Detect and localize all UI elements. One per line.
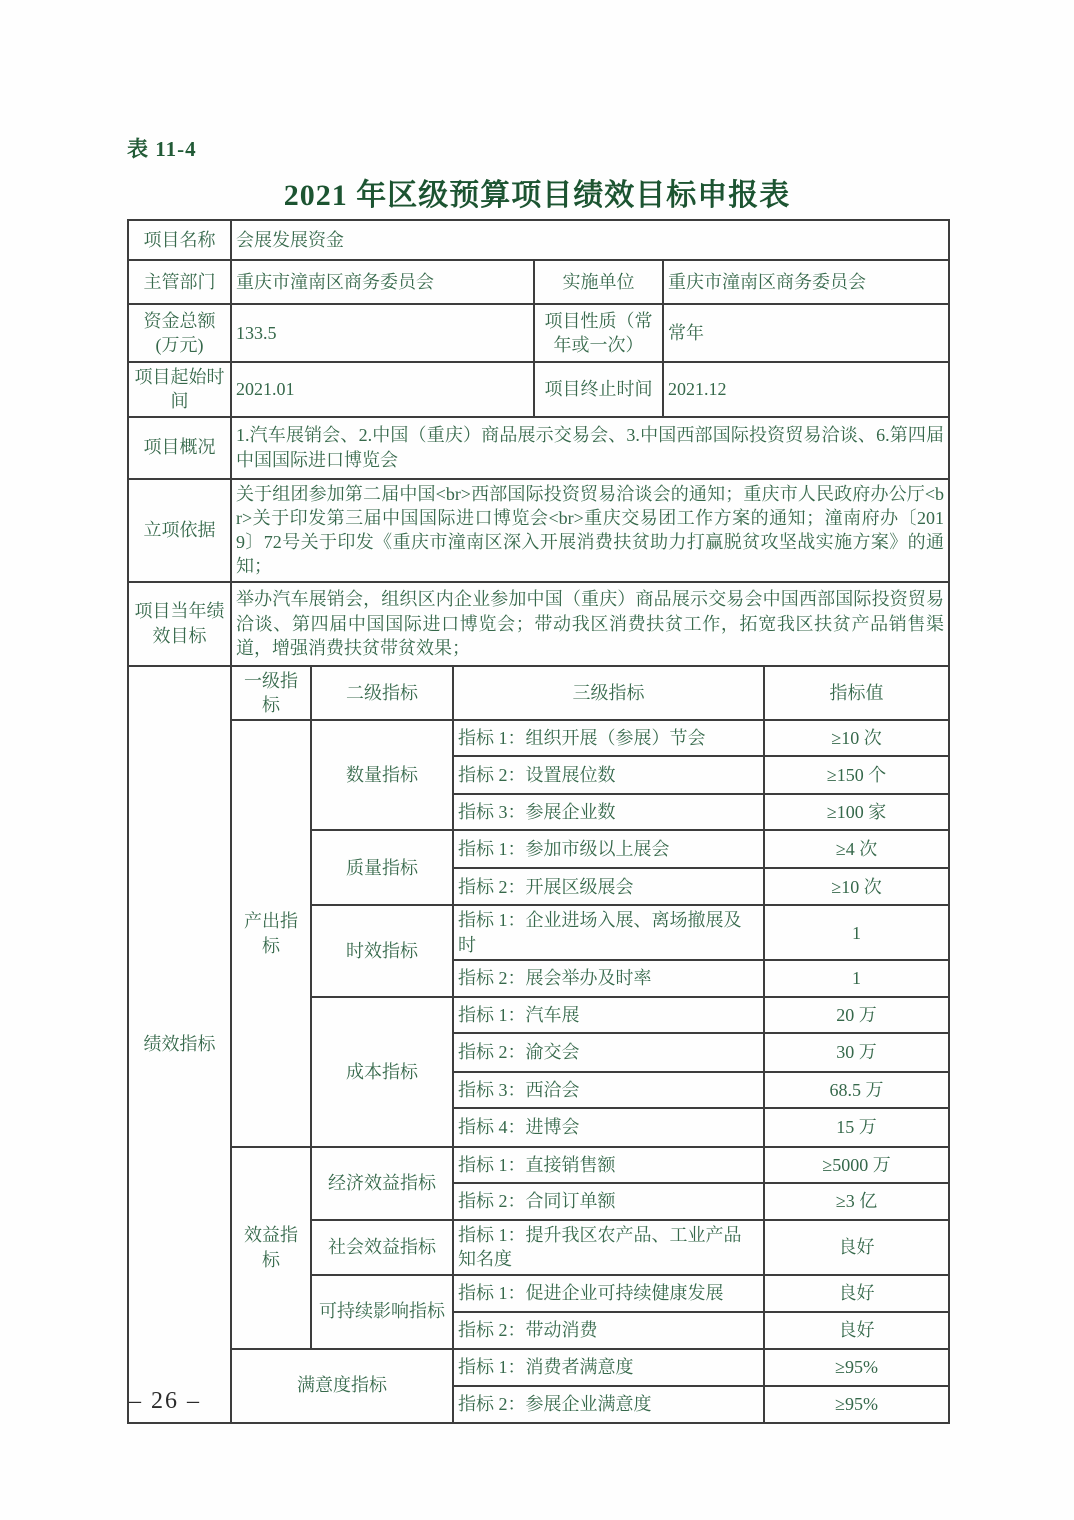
annual-goal-value: 举办汽车展销会，组织区内企业参加中国（重庆）商品展示交易会中国西部国际投资贸易洽谈、第四届中国国际进口博览会；带动我区消费扶贫工作，拓宽我区扶贫产品销售渠道，增强消费扶贫带贫效果；: [231, 582, 949, 666]
indicator-name: 指标 1：汽车展: [453, 997, 764, 1033]
indicator-value: 15 万: [764, 1108, 949, 1147]
start-date-value: 2021.01: [231, 362, 534, 417]
table-row: [128, 220, 949, 260]
indicator-value: ≥5000 万: [764, 1147, 949, 1183]
header-level2: 二级指标: [311, 666, 453, 721]
indicator-value: ≥95%: [764, 1349, 949, 1386]
table-row: [128, 1147, 949, 1183]
impl-unit-value: 重庆市潼南区商务委员会: [663, 260, 949, 304]
indicator-value: 1: [764, 905, 949, 960]
level2-social: 社会效益指标: [311, 1220, 453, 1275]
table-row: [128, 720, 949, 756]
end-date-label: 项目终止时间: [534, 362, 663, 417]
indicator-name: 指标 2：开展区级展会: [453, 868, 764, 905]
level2-quality: 质量指标: [311, 830, 453, 905]
level2-cost: 成本指标: [311, 997, 453, 1147]
start-date-label: 项目起始时间: [128, 362, 231, 417]
indicator-name: 指标 2：设置展位数: [453, 756, 764, 794]
indicator-value: ≥3 亿: [764, 1183, 949, 1220]
indicator-name: 指标 2：合同订单额: [453, 1183, 764, 1220]
indicator-value: 良好: [764, 1275, 949, 1312]
declaration-table: [127, 219, 950, 1424]
indicator-name: 指标 1：直接销售额: [453, 1147, 764, 1183]
level1-output: 产出指标: [231, 720, 311, 1147]
table-row: [128, 479, 949, 582]
dept-value: 重庆市潼南区商务委员会: [231, 260, 534, 304]
level2-timeliness: 时效指标: [311, 905, 453, 997]
table-row: [128, 304, 949, 362]
table-row: [128, 582, 949, 666]
indicator-value: 1: [764, 960, 949, 997]
indicator-name: 指标 1：促进企业可持续健康发展: [453, 1275, 764, 1312]
indicator-value: ≥10 次: [764, 868, 949, 905]
indicator-name: 指标 1：企业进场入展、离场撤展及时: [453, 905, 764, 960]
indicator-value: 20 万: [764, 997, 949, 1033]
nature-value: 常年: [663, 304, 949, 362]
indicator-value: 30 万: [764, 1033, 949, 1072]
indicator-value: ≥4 次: [764, 830, 949, 868]
indicator-value: 良好: [764, 1220, 949, 1275]
table-row: [128, 666, 949, 721]
basis-value: 关于组团参加第二届中国<br>西部国际投资贸易洽谈会的通知；重庆市人民政府办公厅<br>关于印发第三届中国国际进口博览会<br>重庆交易团工作方案的通知；潼南府办〔2019〕72号关于印发《重庆市潼南区深入开展消费扶贫助力打赢脱贫攻坚战实施方案》的通知；: [231, 479, 949, 582]
level2-quantity: 数量指标: [311, 720, 453, 830]
indicator-name: 指标 2：渝交会: [453, 1033, 764, 1072]
level2-economic: 经济效益指标: [311, 1147, 453, 1220]
indicator-name: 指标 3：西洽会: [453, 1072, 764, 1108]
header-level1: 一级指标: [231, 666, 311, 721]
indicator-value: ≥10 次: [764, 720, 949, 756]
indicator-name: 指标 1：组织开展（参展）节会: [453, 720, 764, 756]
project-name-label: 项目名称: [128, 220, 231, 260]
project-name-value: 会展发展资金: [231, 220, 949, 260]
indicator-name: 指标 1：消费者满意度: [453, 1349, 764, 1386]
indicator-name: 指标 1：提升我区农产品、工业产品知名度: [453, 1220, 764, 1275]
indicator-value: ≥100 家: [764, 794, 949, 830]
indicator-name: 指标 4：进博会: [453, 1108, 764, 1147]
level2-sustainable: 可持续影响指标: [311, 1275, 453, 1349]
impl-unit-label: 实施单位: [534, 260, 663, 304]
overview-label: 项目概况: [128, 417, 231, 479]
nature-label: 项目性质（常年或一次）: [534, 304, 663, 362]
table-number: 表 11-4: [127, 137, 197, 161]
level1-satisfaction: 满意度指标: [231, 1349, 453, 1423]
basis-label: 立项依据: [128, 479, 231, 582]
indicators-section-label: 绩效指标: [128, 666, 231, 1423]
indicator-value: ≥95%: [764, 1386, 949, 1423]
table-row: [128, 362, 949, 417]
dept-label: 主管部门: [128, 260, 231, 304]
indicator-name: 指标 2：展会举办及时率: [453, 960, 764, 997]
page-title: 2021 年区级预算项目绩效目标申报表: [283, 179, 791, 212]
indicator-value: 良好: [764, 1312, 949, 1349]
end-date-value: 2021.12: [663, 362, 949, 417]
annual-goal-label: 项目当年绩效目标: [128, 582, 231, 666]
fund-value: 133.5: [231, 304, 534, 362]
level1-benefit: 效益指标: [231, 1147, 311, 1349]
overview-value: 1.汽车展销会、2.中国（重庆）商品展示交易会、3.中国西部国际投资贸易洽谈、6.第四届中国国际进口博览会: [231, 417, 949, 479]
indicator-name: 指标 1：参加市级以上展会: [453, 830, 764, 868]
indicator-name: 指标 2：带动消费: [453, 1312, 764, 1349]
table-row: [128, 417, 949, 479]
indicator-value: 68.5 万: [764, 1072, 949, 1108]
page-number: – 26 –: [129, 1388, 201, 1414]
table-row: [128, 260, 949, 304]
indicator-name: 指标 2：参展企业满意度: [453, 1386, 764, 1423]
indicator-value: ≥150 个: [764, 756, 949, 794]
header-value: 指标值: [764, 666, 949, 721]
header-level3: 三级指标: [453, 666, 764, 721]
fund-label: 资金总额(万元): [128, 304, 231, 362]
indicator-name: 指标 3：参展企业数: [453, 794, 764, 830]
table-row: [128, 1349, 949, 1386]
